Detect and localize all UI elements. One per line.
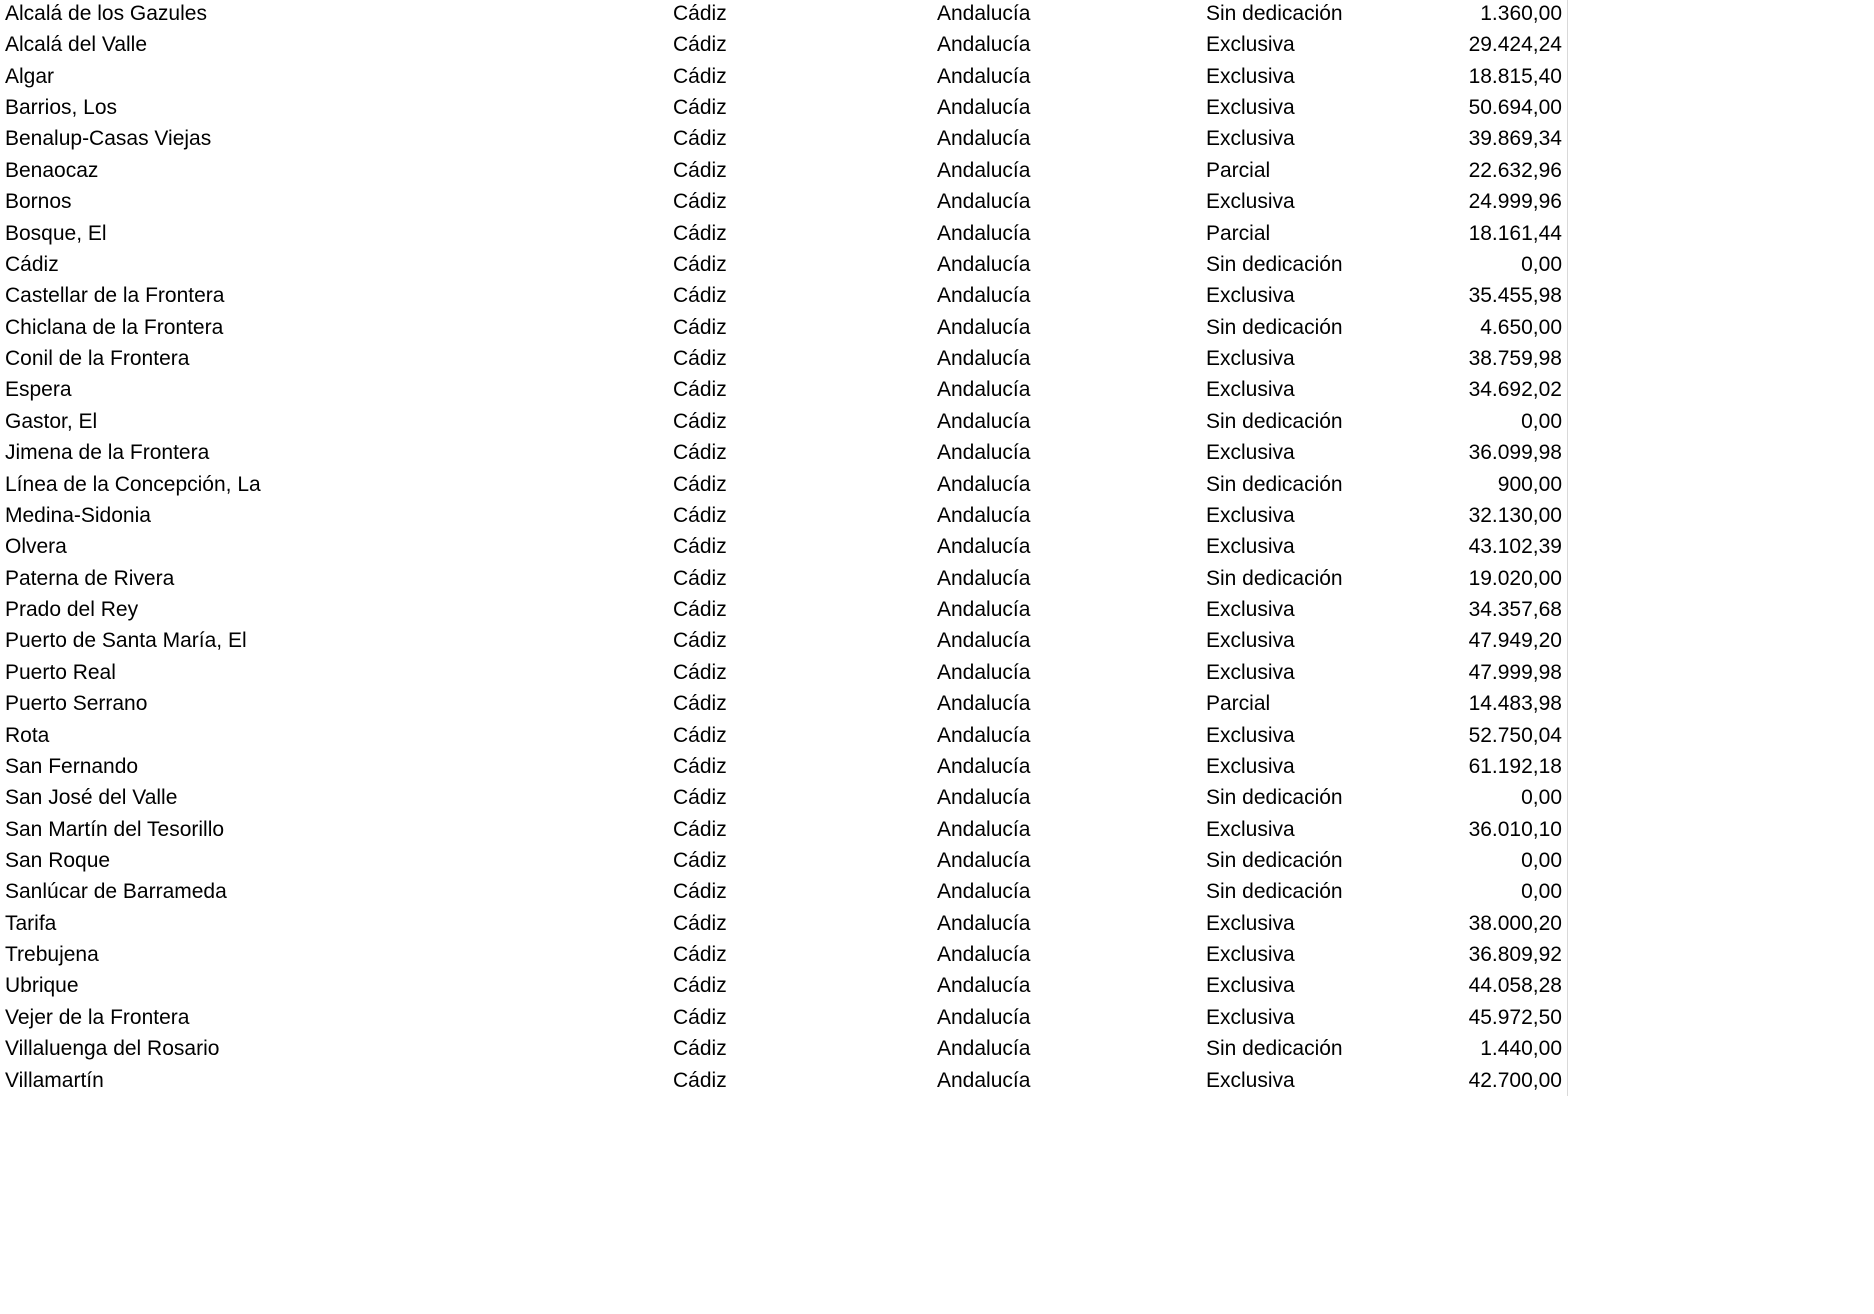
table-row[interactable]	[0, 814, 1874, 845]
table-row[interactable]	[0, 1033, 1874, 1064]
provincia-cell[interactable]: Cádiz	[673, 158, 727, 182]
comunidad-cell[interactable]: Andalucía	[937, 252, 1031, 276]
dedicacion-cell[interactable]: Parcial	[1206, 158, 1271, 182]
provincia-cell[interactable]: Cádiz	[673, 472, 727, 496]
dedicacion-cell[interactable]: Exclusiva	[1206, 441, 1295, 465]
table-row[interactable]	[0, 500, 1874, 531]
importe-cell[interactable]: 61.192,18	[1468, 754, 1562, 778]
importe-cell[interactable]: 24.999,96	[1468, 190, 1562, 214]
dedicacion-cell[interactable]: Exclusiva	[1206, 378, 1295, 402]
table-row[interactable]	[0, 61, 1874, 92]
municipio-cell[interactable]: Línea de la Concepción, La	[5, 472, 261, 496]
municipio-cell[interactable]: Paterna de Rivera	[5, 566, 175, 590]
dedicacion-cell[interactable]: Exclusiva	[1206, 817, 1295, 841]
dedicacion-cell[interactable]: Exclusiva	[1206, 598, 1295, 622]
provincia-cell[interactable]: Cádiz	[673, 1068, 727, 1092]
provincia-cell[interactable]: Cádiz	[673, 692, 727, 716]
provincia-cell[interactable]: Cádiz	[673, 1037, 727, 1061]
provincia-cell[interactable]: Cádiz	[673, 723, 727, 747]
table-row[interactable]	[0, 594, 1874, 625]
municipio-cell[interactable]: Cádiz	[5, 252, 59, 276]
municipio-cell[interactable]: Benalup-Casas Viejas	[5, 127, 212, 151]
table-row[interactable]	[0, 123, 1874, 154]
municipio-cell[interactable]: Olvera	[5, 535, 67, 559]
municipio-cell[interactable]: Chiclana de la Frontera	[5, 315, 224, 339]
dedicacion-cell[interactable]: Sin dedicación	[1206, 1037, 1343, 1061]
comunidad-cell[interactable]: Andalucía	[937, 598, 1031, 622]
municipio-cell[interactable]: San Roque	[5, 848, 111, 872]
municipio-cell[interactable]: Conil de la Frontera	[5, 347, 190, 371]
importe-cell[interactable]: 0,00	[1521, 409, 1562, 433]
dedicacion-cell[interactable]: Sin dedicación	[1206, 2, 1343, 25]
table-row[interactable]	[0, 92, 1874, 123]
municipio-cell[interactable]: Benaocaz	[5, 158, 99, 182]
dedicacion-cell[interactable]: Exclusiva	[1206, 347, 1295, 371]
comunidad-cell[interactable]: Andalucía	[937, 1068, 1031, 1092]
municipio-cell[interactable]: Barrios, Los	[5, 96, 118, 120]
municipio-cell[interactable]: Prado del Rey	[5, 598, 139, 622]
dedicacion-cell[interactable]: Parcial	[1206, 692, 1271, 716]
provincia-cell[interactable]: Cádiz	[673, 33, 727, 57]
importe-cell[interactable]: 19.020,00	[1468, 566, 1562, 590]
dedicacion-cell[interactable]: Sin dedicación	[1206, 566, 1343, 590]
dedicacion-cell[interactable]: Exclusiva	[1206, 723, 1295, 747]
provincia-cell[interactable]: Cádiz	[673, 1005, 727, 1029]
municipio-cell[interactable]: Sanlúcar de Barrameda	[5, 880, 227, 904]
table-row[interactable]	[0, 970, 1874, 1001]
comunidad-cell[interactable]: Andalucía	[937, 848, 1031, 872]
dedicacion-cell[interactable]: Parcial	[1206, 221, 1271, 245]
comunidad-cell[interactable]: Andalucía	[937, 472, 1031, 496]
dedicacion-cell[interactable]: Exclusiva	[1206, 911, 1295, 935]
comunidad-cell[interactable]: Andalucía	[937, 1037, 1031, 1061]
dedicacion-cell[interactable]: Exclusiva	[1206, 127, 1295, 151]
comunidad-cell[interactable]: Andalucía	[937, 96, 1031, 120]
municipio-cell[interactable]: Vejer de la Frontera	[5, 1005, 190, 1029]
comunidad-cell[interactable]: Andalucía	[937, 190, 1031, 214]
comunidad-cell[interactable]: Andalucía	[937, 786, 1031, 810]
importe-cell[interactable]: 38.000,20	[1468, 911, 1562, 935]
dedicacion-cell[interactable]: Sin dedicación	[1206, 409, 1343, 433]
comunidad-cell[interactable]: Andalucía	[937, 347, 1031, 371]
comunidad-cell[interactable]: Andalucía	[937, 911, 1031, 935]
table-row[interactable]	[0, 939, 1874, 970]
comunidad-cell[interactable]: Andalucía	[937, 409, 1031, 433]
provincia-cell[interactable]: Cádiz	[673, 943, 727, 967]
table-row[interactable]	[0, 249, 1874, 280]
comunidad-cell[interactable]: Andalucía	[937, 974, 1031, 998]
importe-cell[interactable]: 34.692,02	[1468, 378, 1562, 402]
dedicacion-cell[interactable]: Exclusiva	[1206, 754, 1295, 778]
importe-cell[interactable]: 34.357,68	[1468, 598, 1562, 622]
dedicacion-cell[interactable]: Sin dedicación	[1206, 472, 1343, 496]
municipio-cell[interactable]: Jimena de la Frontera	[5, 441, 210, 465]
comunidad-cell[interactable]: Andalucía	[937, 535, 1031, 559]
table-row[interactable]	[0, 1002, 1874, 1033]
dedicacion-cell[interactable]: Exclusiva	[1206, 190, 1295, 214]
importe-cell[interactable]: 32.130,00	[1468, 503, 1562, 527]
municipio-cell[interactable]: Gastor, El	[5, 409, 98, 433]
municipio-cell[interactable]: Medina-Sidonia	[5, 503, 151, 527]
municipio-cell[interactable]: Villamartín	[5, 1068, 104, 1092]
comunidad-cell[interactable]: Andalucía	[937, 64, 1031, 88]
municipio-cell[interactable]: Trebujena	[5, 943, 99, 967]
importe-cell[interactable]: 44.058,28	[1468, 974, 1562, 998]
provincia-cell[interactable]: Cádiz	[673, 441, 727, 465]
provincia-cell[interactable]: Cádiz	[673, 974, 727, 998]
importe-cell[interactable]: 47.949,20	[1468, 629, 1562, 653]
provincia-cell[interactable]: Cádiz	[673, 629, 727, 653]
provincia-cell[interactable]: Cádiz	[673, 190, 727, 214]
importe-cell[interactable]: 45.972,50	[1468, 1005, 1562, 1029]
table-row[interactable]	[0, 845, 1874, 876]
table-row[interactable]	[0, 437, 1874, 468]
dedicacion-cell[interactable]: Exclusiva	[1206, 284, 1295, 308]
table-row[interactable]	[0, 280, 1874, 311]
dedicacion-cell[interactable]: Exclusiva	[1206, 629, 1295, 653]
importe-cell[interactable]: 36.010,10	[1468, 817, 1562, 841]
comunidad-cell[interactable]: Andalucía	[937, 692, 1031, 716]
importe-cell[interactable]: 18.161,44	[1468, 221, 1562, 245]
comunidad-cell[interactable]: Andalucía	[937, 1005, 1031, 1029]
dedicacion-cell[interactable]: Exclusiva	[1206, 96, 1295, 120]
table-row[interactable]	[0, 406, 1874, 437]
provincia-cell[interactable]: Cádiz	[673, 598, 727, 622]
comunidad-cell[interactable]: Andalucía	[937, 880, 1031, 904]
importe-cell[interactable]: 0,00	[1521, 880, 1562, 904]
comunidad-cell[interactable]: Andalucía	[937, 221, 1031, 245]
importe-cell[interactable]: 52.750,04	[1468, 723, 1562, 747]
comunidad-cell[interactable]: Andalucía	[937, 660, 1031, 684]
comunidad-cell[interactable]: Andalucía	[937, 503, 1031, 527]
provincia-cell[interactable]: Cádiz	[673, 127, 727, 151]
table-row[interactable]	[0, 374, 1874, 405]
provincia-cell[interactable]: Cádiz	[673, 96, 727, 120]
dedicacion-cell[interactable]: Exclusiva	[1206, 1068, 1295, 1092]
importe-cell[interactable]: 1.360,00	[1480, 2, 1562, 25]
importe-cell[interactable]: 0,00	[1521, 786, 1562, 810]
comunidad-cell[interactable]: Andalucía	[937, 378, 1031, 402]
municipio-cell[interactable]: Puerto de Santa María, El	[5, 629, 247, 653]
importe-cell[interactable]: 50.694,00	[1468, 96, 1562, 120]
comunidad-cell[interactable]: Andalucía	[937, 284, 1031, 308]
table-row[interactable]	[0, 720, 1874, 751]
provincia-cell[interactable]: Cádiz	[673, 754, 727, 778]
table-row[interactable]	[0, 657, 1874, 688]
municipio-cell[interactable]: Tarifa	[5, 911, 57, 935]
provincia-cell[interactable]: Cádiz	[673, 535, 727, 559]
dedicacion-cell[interactable]: Sin dedicación	[1206, 880, 1343, 904]
table-row[interactable]	[0, 563, 1874, 594]
table-row[interactable]	[0, 343, 1874, 374]
comunidad-cell[interactable]: Andalucía	[937, 441, 1031, 465]
table-row[interactable]	[0, 155, 1874, 186]
municipio-cell[interactable]: Ubrique	[5, 974, 79, 998]
dedicacion-cell[interactable]: Exclusiva	[1206, 974, 1295, 998]
comunidad-cell[interactable]: Andalucía	[937, 723, 1031, 747]
provincia-cell[interactable]: Cádiz	[673, 911, 727, 935]
comunidad-cell[interactable]: Andalucía	[937, 629, 1031, 653]
municipio-cell[interactable]: Espera	[5, 378, 72, 402]
comunidad-cell[interactable]: Andalucía	[937, 2, 1031, 25]
table-row[interactable]	[0, 218, 1874, 249]
importe-cell[interactable]: 29.424,24	[1468, 33, 1562, 57]
dedicacion-cell[interactable]: Exclusiva	[1206, 64, 1295, 88]
municipio-cell[interactable]: Alcalá del Valle	[5, 33, 148, 57]
table-row[interactable]	[0, 688, 1874, 719]
provincia-cell[interactable]: Cádiz	[673, 378, 727, 402]
dedicacion-cell[interactable]: Sin dedicación	[1206, 848, 1343, 872]
importe-cell[interactable]: 0,00	[1521, 848, 1562, 872]
table-row[interactable]	[0, 1065, 1874, 1096]
provincia-cell[interactable]: Cádiz	[673, 252, 727, 276]
importe-cell[interactable]: 43.102,39	[1468, 535, 1562, 559]
dedicacion-cell[interactable]: Exclusiva	[1206, 33, 1295, 57]
dedicacion-cell[interactable]: Exclusiva	[1206, 535, 1295, 559]
importe-cell[interactable]: 14.483,98	[1468, 692, 1562, 716]
importe-cell[interactable]: 38.759,98	[1468, 347, 1562, 371]
provincia-cell[interactable]: Cádiz	[673, 347, 727, 371]
comunidad-cell[interactable]: Andalucía	[937, 33, 1031, 57]
provincia-cell[interactable]: Cádiz	[673, 221, 727, 245]
importe-cell[interactable]: 900,00	[1497, 472, 1562, 496]
dedicacion-cell[interactable]: Exclusiva	[1206, 943, 1295, 967]
municipio-cell[interactable]: Puerto Serrano	[5, 692, 148, 716]
dedicacion-cell[interactable]: Exclusiva	[1206, 660, 1295, 684]
dedicacion-cell[interactable]: Sin dedicación	[1206, 786, 1343, 810]
table-row[interactable]	[0, 469, 1874, 500]
provincia-cell[interactable]: Cádiz	[673, 880, 727, 904]
provincia-cell[interactable]: Cádiz	[673, 315, 727, 339]
table-row[interactable]	[0, 186, 1874, 217]
importe-cell[interactable]: 47.999,98	[1468, 660, 1562, 684]
municipio-cell[interactable]: San Fernando	[5, 754, 139, 778]
importe-cell[interactable]: 22.632,96	[1468, 158, 1562, 182]
comunidad-cell[interactable]: Andalucía	[937, 754, 1031, 778]
municipio-cell[interactable]: San Martín del Tesorillo	[5, 817, 225, 841]
importe-cell[interactable]: 36.809,92	[1468, 943, 1562, 967]
provincia-cell[interactable]: Cádiz	[673, 566, 727, 590]
importe-cell[interactable]: 1.440,00	[1480, 1037, 1562, 1061]
municipio-cell[interactable]: Castellar de la Frontera	[5, 284, 225, 308]
provincia-cell[interactable]: Cádiz	[673, 503, 727, 527]
municipio-cell[interactable]: Villaluenga del Rosario	[5, 1037, 220, 1061]
table-row[interactable]	[0, 312, 1874, 343]
comunidad-cell[interactable]: Andalucía	[937, 315, 1031, 339]
provincia-cell[interactable]: Cádiz	[673, 2, 727, 25]
municipio-cell[interactable]: Puerto Real	[5, 660, 116, 684]
dedicacion-cell[interactable]: Exclusiva	[1206, 1005, 1295, 1029]
provincia-cell[interactable]: Cádiz	[673, 660, 727, 684]
importe-cell[interactable]: 42.700,00	[1468, 1068, 1562, 1092]
table-row[interactable]	[0, 876, 1874, 907]
municipio-cell[interactable]: Bosque, El	[5, 221, 107, 245]
provincia-cell[interactable]: Cádiz	[673, 786, 727, 810]
importe-cell[interactable]: 18.815,40	[1468, 64, 1562, 88]
table-row[interactable]	[0, 625, 1874, 656]
dedicacion-cell[interactable]: Sin dedicación	[1206, 315, 1343, 339]
provincia-cell[interactable]: Cádiz	[673, 284, 727, 308]
importe-cell[interactable]: 0,00	[1521, 252, 1562, 276]
comunidad-cell[interactable]: Andalucía	[937, 158, 1031, 182]
importe-cell[interactable]: 36.099,98	[1468, 441, 1562, 465]
provincia-cell[interactable]: Cádiz	[673, 817, 727, 841]
provincia-cell[interactable]: Cádiz	[673, 409, 727, 433]
table-row[interactable]	[0, 782, 1874, 813]
table-row[interactable]	[0, 908, 1874, 939]
table-row[interactable]	[0, 531, 1874, 562]
provincia-cell[interactable]: Cádiz	[673, 848, 727, 872]
importe-cell[interactable]: 35.455,98	[1468, 284, 1562, 308]
municipio-cell[interactable]: Rota	[5, 723, 50, 747]
table-row[interactable]	[0, 29, 1874, 60]
comunidad-cell[interactable]: Andalucía	[937, 127, 1031, 151]
provincia-cell[interactable]: Cádiz	[673, 64, 727, 88]
dedicacion-cell[interactable]: Sin dedicación	[1206, 252, 1343, 276]
municipio-cell[interactable]: San José del Valle	[5, 786, 178, 810]
comunidad-cell[interactable]: Andalucía	[937, 943, 1031, 967]
table-row[interactable]	[0, 751, 1874, 782]
table-row[interactable]	[0, 0, 1874, 29]
comunidad-cell[interactable]: Andalucía	[937, 817, 1031, 841]
municipio-cell[interactable]: Alcalá de los Gazules	[5, 2, 207, 25]
importe-cell[interactable]: 39.869,34	[1468, 127, 1562, 151]
importe-cell[interactable]: 4.650,00	[1480, 315, 1562, 339]
municipio-cell[interactable]: Bornos	[5, 190, 72, 214]
municipio-cell[interactable]: Algar	[5, 64, 55, 88]
comunidad-cell[interactable]: Andalucía	[937, 566, 1031, 590]
dedicacion-cell[interactable]: Exclusiva	[1206, 503, 1295, 527]
